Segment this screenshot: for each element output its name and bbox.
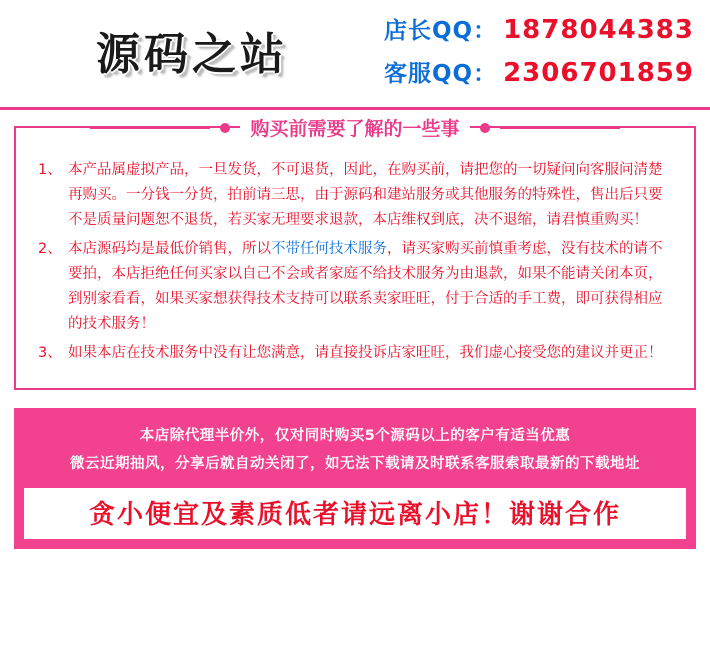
contact-block bbox=[384, 12, 694, 98]
notice-text-part: 本产品属虚拟产品，一旦发货，不可退货，因此，在购买前，请把您的一切疑问向客服问清楚再购买。一分钱一分货，拍前请三思，由于源码和建站服务或其他服务的特殊性，售出后只要不是质量问题恕不退货，若买家无理要求退款，本店维权到底，决不退缩，请君慎重购买！ bbox=[68, 162, 663, 228]
notice-item-number: 1、 bbox=[38, 162, 62, 178]
notice-box bbox=[14, 118, 696, 390]
support-qq-label: 客服QQ： bbox=[383, 61, 498, 87]
title-bar-left-dot bbox=[220, 123, 230, 133]
owner-qq-label: 店长QQ： bbox=[383, 18, 498, 44]
contact-row-support bbox=[384, 55, 694, 88]
contact-row-owner bbox=[384, 12, 694, 45]
site-logo: 源码之站 bbox=[96, 29, 288, 80]
notice-item bbox=[38, 158, 672, 233]
bottom-slogan-thanks: 谢谢合作 bbox=[509, 500, 622, 530]
bottom-line-download: 微云近期抽风，分享后就自动关闭了，如无法下载请及时联系客服索取最新的下载地址 bbox=[70, 456, 640, 472]
bottom-line-discount: 本店除代理半价外，仅对同时购买5个源码以上的客户有适当优惠 bbox=[139, 428, 571, 444]
notice-item-number: 3、 bbox=[38, 345, 62, 361]
support-qq-number[interactable]: 2306701859 bbox=[503, 58, 694, 88]
title-bar-left-line bbox=[90, 126, 210, 129]
notice-section bbox=[0, 110, 710, 400]
bottom-section bbox=[0, 400, 710, 561]
notice-item-text bbox=[68, 341, 672, 366]
notice-item bbox=[38, 237, 672, 337]
notice-title-bar bbox=[16, 114, 694, 141]
bottom-notice-box bbox=[14, 408, 696, 549]
notice-item-text bbox=[68, 158, 672, 233]
notice-text-part: 如果本店在技术服务中没有让您满意，请直接投诉店家旺旺，我们虚心接受您的建议并更正！ bbox=[68, 345, 663, 361]
title-bar-right-dot bbox=[480, 123, 490, 133]
bottom-slogan-strip bbox=[24, 488, 686, 539]
notice-text-highlight: 不带任何技术服务 bbox=[271, 241, 387, 257]
notice-title: 购买前需要了解的一些事 bbox=[240, 114, 469, 141]
notice-item-text bbox=[68, 237, 672, 337]
owner-qq-number[interactable]: 1878044383 bbox=[503, 15, 694, 45]
notice-item-number: 2、 bbox=[38, 241, 62, 257]
bottom-slogan-main: 贪小便宜及素质低者请远离小店！ bbox=[88, 500, 509, 530]
notice-text-part: 本店源码均是最低价销售，所以 bbox=[68, 241, 271, 257]
header-banner bbox=[0, 0, 710, 110]
notice-item bbox=[38, 341, 672, 366]
title-bar-right-line bbox=[500, 126, 620, 129]
notice-text-part: ，请买家购买前慎重考虑，没有技术的请不要拍，本店拒绝任何买家以自己不会或者家庭不给技术服务为由退款，如果不能请关闭本页，到别家看看，如果买家想获得技术支持可以联系卖家旺旺，付于合适的手工费，即可获得相应的技术服务！ bbox=[68, 241, 663, 332]
